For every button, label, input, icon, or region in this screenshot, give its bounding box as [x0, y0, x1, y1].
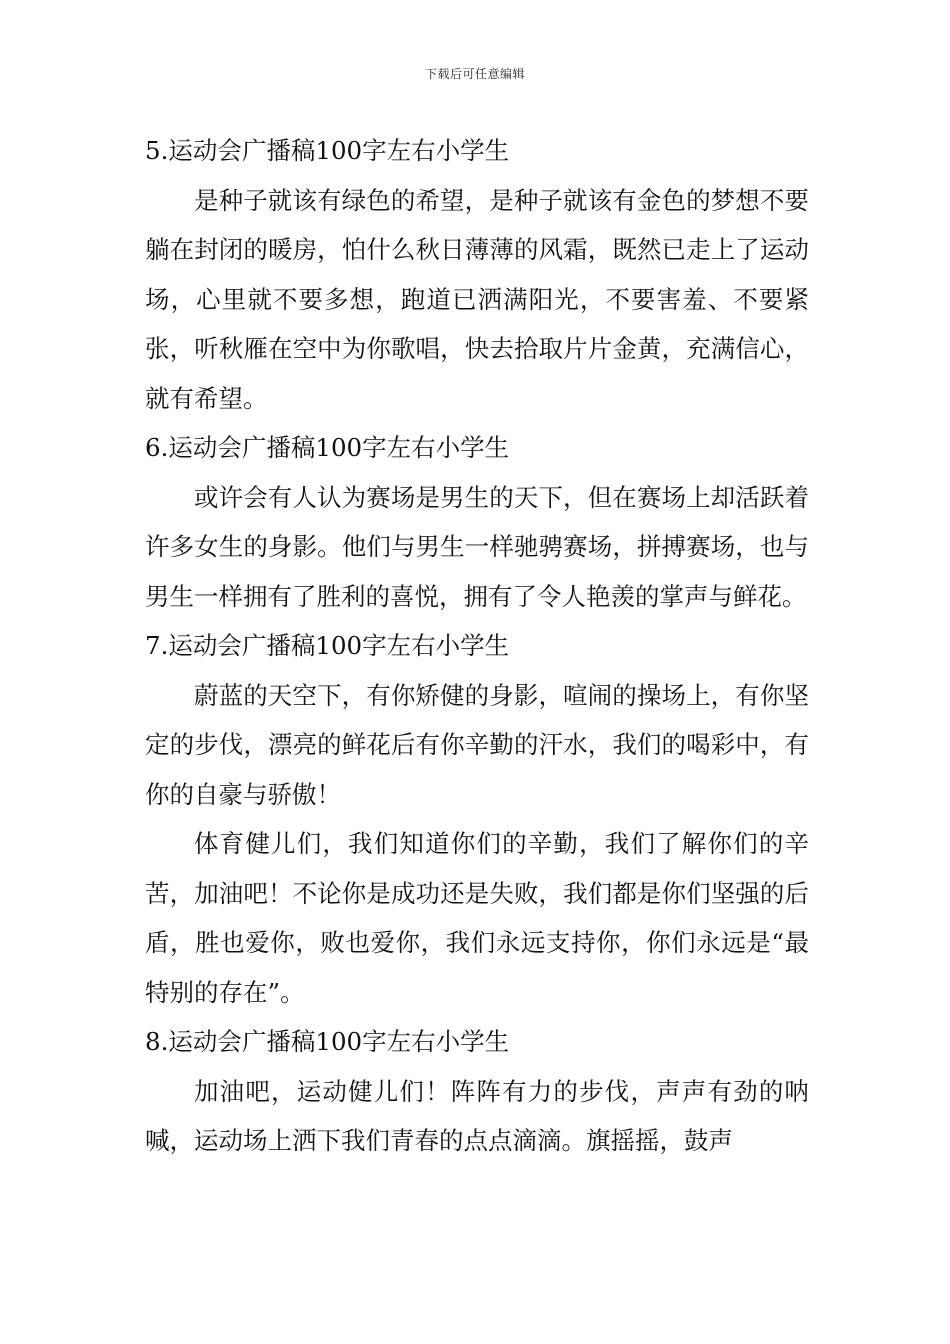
- section-heading: 6.运动会广播稿100字左右小学生: [145, 433, 510, 462]
- document-body: [145, 126, 809, 1166]
- section-heading: 7.运动会广播稿100字左右小学生: [145, 631, 510, 660]
- page-header-note: 下载后可任意编辑: [424, 67, 525, 81]
- section-heading: 8.运动会广播稿100字左右小学生: [145, 1027, 510, 1056]
- section-heading: 5.运动会广播稿100字左右小学生: [145, 136, 510, 165]
- section-5: [145, 126, 809, 423]
- section-7: [145, 621, 809, 1017]
- section-6: [145, 423, 809, 621]
- section-paragraph: 是种子就该有绿色的希望，是种子就该有金色的梦想不要躺在封闭的暖房，怕什么秋日薄薄的风霜，既然已走上了运动场，心里就不要多想，跑道已洒满阳光，不要害羞、不要紧张，听秋雁在空中为你歌唱，快去拾取片片金黄，充满信心，就有希望。: [145, 185, 809, 413]
- section-paragraph: 或许会有人认为赛场是男生的天下，但在赛场上却活跃着许多女生的身影。他们与男生一样驰骋赛场，拼搏赛场，也与男生一样拥有了胜利的喜悦，拥有了令人艳羡的掌声与鲜花。: [145, 482, 809, 611]
- section-8: [145, 1017, 809, 1166]
- section-paragraph: 体育健儿们，我们知道你们的辛勤，我们了解你们的辛苦，加油吧！不论你是成功还是失败，我们都是你们坚强的后盾，胜也爱你，败也爱你，我们永远支持你，你们永远是“最 特别的存在”。: [145, 829, 809, 1007]
- section-paragraph: 加油吧，运动健儿们！阵阵有力的步伐，声声有劲的呐喊，运动场上洒下我们青春的点点滴滴。旗摇摇，鼓声: [145, 1076, 809, 1155]
- section-paragraph: 蔚蓝的天空下，有你矫健的身影，喧闹的操场上，有你坚定的步伐，漂亮的鲜花后有你辛勤的汗水，我们的喝彩中，有你的自豪与骄傲！: [145, 680, 809, 809]
